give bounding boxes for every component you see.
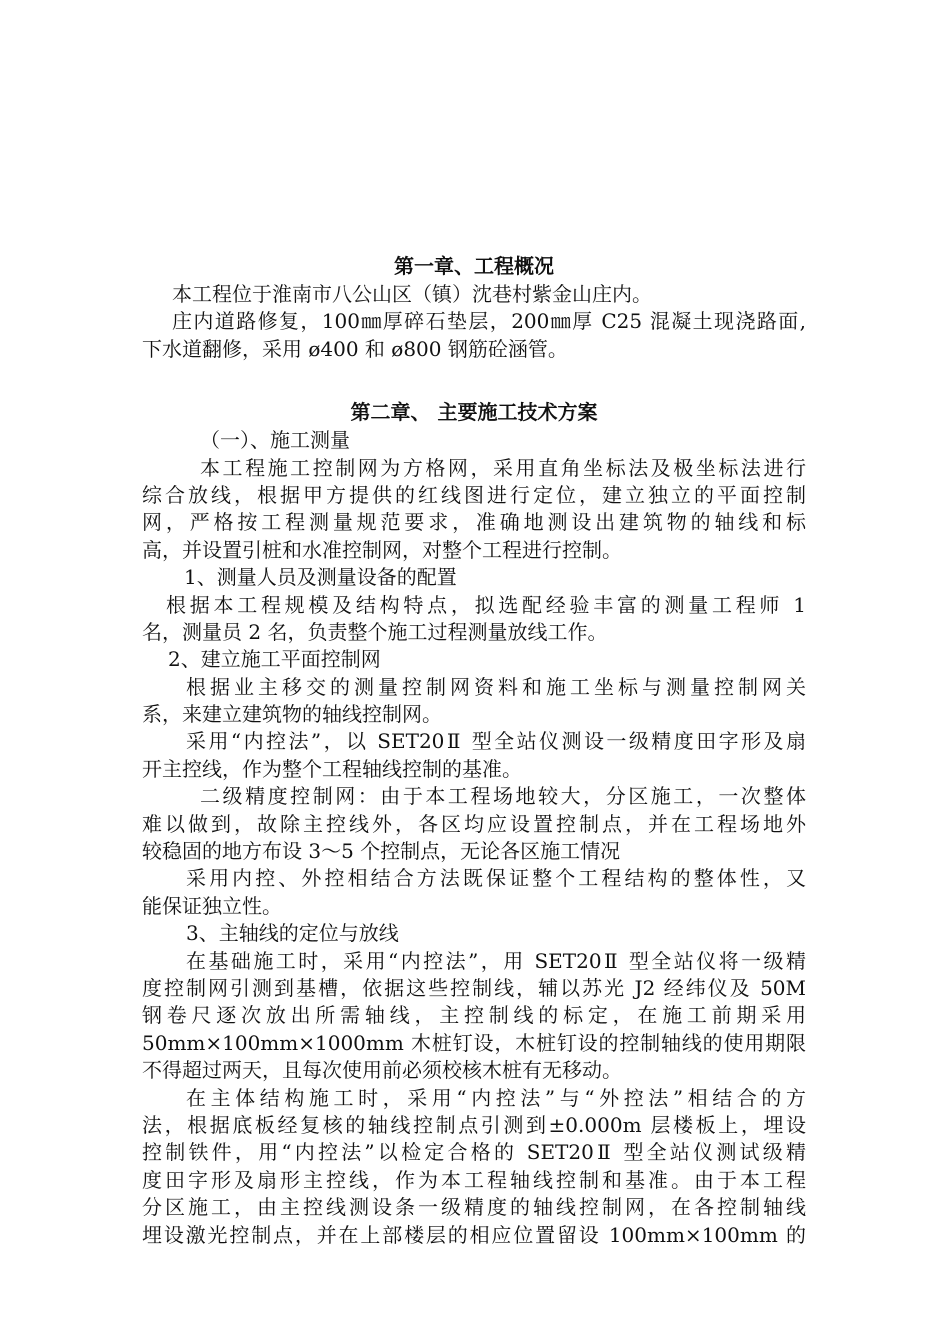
item3-title: 3、主轴线的定位与放线 [186,921,399,946]
item2-title: 2、建立施工平面控制网 [168,647,381,672]
intro-line-2: 综合放线，根据甲方提供的红线图进行定位，建立独立的平面控制 [142,482,806,507]
intro-line-3: 网，严格按工程测量规范要求，准确地测设出建筑物的轴线和标 [142,510,806,535]
item2-para1-line-2: 系，来建立建筑物的轴线控制网。 [142,702,442,727]
item1-title: 1、测量人员及测量设备的配置 [184,565,457,590]
document-body [142,251,806,1249]
chapter2-title: 第二章、 主要施工技术方案 [350,400,598,425]
chapter1-title: 第一章、工程概况 [394,254,554,278]
intro-line-1: 本工程施工控制网为方格网，采用直角坐标法及极坐标法进行 [200,455,806,480]
item3-para2-line-4: 度田字形及扇形主控线，作为本工程轴线控制和基准。由于本工程 [142,1167,806,1192]
chapter1-paragraph-2-line-1: 庄内道路修复，100㎜厚碎石垫层，200㎜厚 C25 混凝土现浇路面, [172,309,806,334]
item2-para2-line-2: 开主控线，作为整个工程轴线控制的基准。 [142,756,522,781]
item2-para1-line-1: 根据业主移交的测量控制网资料和施工坐标与测量控制网关 [186,674,806,699]
item2-para3-line-3: 较稳固的地方布设 3～5 个控制点，无论各区施工情况 [142,839,621,864]
item3-para2-line-1: 在主体结构施工时，采用“内控法”与“外控法”相结合的方 [186,1085,806,1110]
item3-para1-line-2: 度控制网引测到基槽，依据这些控制线，辅以苏光 J2 经纬仪及 50M [142,975,806,1000]
item3-para1-line-5: 不得超过两天，且每次使用前必须校核木桩有无移动。 [142,1058,622,1083]
item3-para2-line-5: 分区施工，由主控线测设条一级精度的轴线控制网，在各控制轴线 [142,1195,806,1220]
item3-para1-line-3: 钢卷尺逐次放出所需轴线，主控制线的标定，在施工前期采用 [142,1003,806,1028]
item2-para3-line-1: 二级精度控制网：由于本工程场地较大，分区施工，一次整体 [200,784,806,809]
item3-para1-line-4: 50mm×100mm×1000mm 木桩钉设，木桩钉设的控制轴线的使用期限 [142,1030,806,1055]
item3-para2-line-6: 埋设激光控制点，并在上部楼层的相应位置留设 100mm×100mm 的 [142,1222,806,1247]
section-gap [142,363,806,397]
item1-body-line-2: 名，测量员 2 名，负责整个施工过程测量放线工作。 [142,619,608,644]
item2-para3-line-2: 难以做到，故除主控线外，各区均应设置控制点，并在工程场地外 [142,811,806,836]
chapter1-paragraph-2-line-2: 下水道翻修，采用 ø400 和 ø800 钢筋砼涵管。 [142,336,568,361]
item2-para4-line-1: 采用内控、外控相结合方法既保证整个工程结构的整体性，又 [186,866,806,891]
item3-para1-line-1: 在基础施工时，采用“内控法”，用 SET20Ⅱ 型全站仪将一级精 [186,948,806,973]
section1-title: （一）、施工测量 [200,428,350,453]
item3-para2-line-3: 控制铁件，用“内控法”以检定合格的 SET20Ⅱ 型全站仪测试级精 [142,1140,806,1165]
item2-para4-line-2: 能保证独立性。 [142,893,282,918]
chapter1-paragraph-1: 本工程位于淮南市八公山区（镇）沈巷村紫金山庄内。 [172,282,652,306]
item1-body-line-1: 根据本工程规模及结构特点，拟选配经验丰富的测量工程师 1 [166,592,806,617]
item2-para2-line-1: 采用“内控法”，以 SET20Ⅱ 型全站仪测设一级精度田字形及扇 [186,729,806,754]
item3-para2-line-2: 法，根据底板经复核的轴线控制点引测到±0.000m 层楼板上，埋设 [142,1112,806,1137]
intro-line-4: 高，并设置引桩和水准控制网，对整个工程进行控制。 [142,537,622,562]
